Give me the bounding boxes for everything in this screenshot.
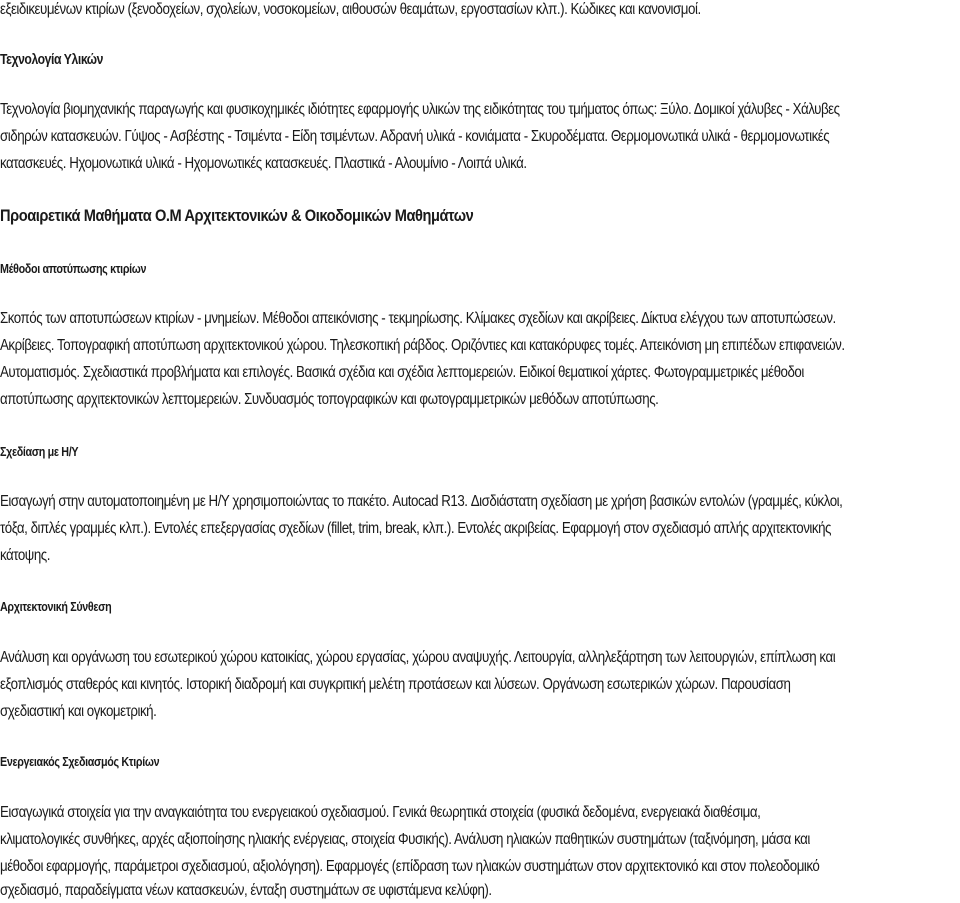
heading-electives: Προαιρετικά Μαθήματα Ο.Μ Αρχιτεκτονικών & Οικοδομικών Μαθημάτων bbox=[0, 206, 474, 225]
survey-methods-line-4: αποτύπωσης αρχιτεκτονικών λεπτομερειών. Συνδυασμός τοπογραφικών και φωτογραμμετρικών μεθόδων αποτύπωσης. bbox=[0, 391, 659, 408]
survey-methods-line-3: Αυτοματισμός. Σχεδιαστικά προβλήματα και επιλογές. Βασικά σχέδια και σχέδια λεπτομερειών. Ειδικοί θεματικοί χάρτες. Φωτογραμμετρικές μέθοδοι bbox=[0, 364, 804, 381]
arch-composition-line-2: εξοπλισμός σταθερός και κινητός. Ιστορική διαδρομή και συγκριτική μελέτη προτάσεων και λύσεων. Οργάνωση εσωτερικών χώρων. Παρουσίαση bbox=[0, 676, 791, 693]
heading-tech-materials: Τεχνολογία Υλικών bbox=[0, 52, 104, 68]
heading-arch-composition: Αρχιτεκτονική Σύνθεση bbox=[0, 600, 112, 614]
energy-design-line-3: μέθοδοι εφαρμογής, παράμετροι σχεδιασμού, αξιολόγηση). Εφαρμογές (επίδραση των ηλιακών συστημάτων στον αρχιτεκτονικό και στον πολεοδομικό bbox=[0, 858, 820, 875]
tech-materials-line-1: Τεχνολογία βιομηχανικής παραγωγής και φυσικοχημικές ιδιότητες εφαρμογής υλικών της ειδικότητας του τμήματος όπως: Ξύλο. Δομικοί χάλυβες - Χάλυβες bbox=[0, 101, 840, 118]
heading-cad: Σχεδίαση με Η/Υ bbox=[0, 445, 79, 459]
cad-line-2: τόξα, διπλές γραμμές κλπ.). Εντολές επεξεργασίας σχεδίων (fillet, trim, break, κλπ.). Εντολές ακριβείας. Εφαρμογή στον σχεδιασμό απλής αρχιτεκτονικής bbox=[0, 520, 831, 537]
arch-composition-line-1: Ανάλυση και οργάνωση του εσωτερικού χώρου κατοικίας, χώρου εργασίας, χώρου αναψυχής. Λειτουργία, αλληλεξάρτηση των λειτουργιών, επίπλωση και bbox=[0, 649, 836, 666]
tech-materials-line-2: σιδηρών κατασκευών. Γύψος - Ασβέστης - Τσιμέντα - Είδη τσιμέντων. Αδρανή υλικά - κονιάματα - Σκυροδέματα. Θερμομονωτικά υλικά - θερμομονωτικές bbox=[0, 128, 830, 145]
intro-line: εξειδικευμένων κτιρίων (ξενοδοχείων, σχολείων, νοσοκομείων, αιθουσών θεαμάτων, εργοστασίων κλπ.). Κώδικες και κανονισμοί. bbox=[0, 1, 701, 18]
cad-line-3: κάτοψης. bbox=[0, 547, 50, 564]
cad-line-1: Εισαγωγή στην αυτοματοποιημένη με Η/Υ χρησιμοποιώντας το πακέτο. Autocad R13. Δισδιάστατη σχεδίαση με χρήση βασικών εντολών (γραμμές, κύκλοι, bbox=[0, 493, 843, 510]
arch-composition-line-3: σχεδιαστική και ογκομετρική. bbox=[0, 703, 157, 720]
energy-design-line-1: Εισαγωγικά στοιχεία για την αναγκαιότητα του ενεργειακού σχεδιασμού. Γενικά θεωρητικά στοιχεία (φυσικά δεδομένα, ενεργειακά διαθέσιμα, bbox=[0, 804, 761, 821]
energy-design-line-4: σχεδιασμό, παραδείγματα νέων κατασκευών, ένταξη συστημάτων σε υφιστάμενα κελύφη). bbox=[0, 882, 492, 899]
survey-methods-line-1: Σκοπός των αποτυπώσεων κτιρίων - μνημείων. Μέθοδοι απεικόνισης - τεκμηρίωσης. Κλίμακες σχεδίων και ακρίβειες. Δίκτυα ελέγχου των αποτυπώσεων. bbox=[0, 310, 836, 327]
survey-methods-line-2: Ακρίβειες. Τοπογραφική αποτύπωση αρχιτεκτονικού χώρου. Τηλεσκοπική ράβδος. Οριζόντιες και κατακόρυφες τομές. Απεικόνιση μη επιπέδων επιφανειών. bbox=[0, 337, 845, 354]
heading-survey-methods: Μέθοδοι αποτύπωσης κτιρίων bbox=[0, 262, 147, 276]
tech-materials-line-3: κατασκευές. Ηχομονωτικά υλικά - Ηχομονωτικές κατασκευές. Πλαστικά - Αλουμίνιο - Λοιπά υλικά. bbox=[0, 155, 527, 172]
heading-energy-design: Ενεργειακός Σχεδιασμός Κτιρίων bbox=[0, 755, 160, 769]
energy-design-line-2: κλιματολογικές συνθήκες, αρχές αξιοποίησης ηλιακής ενέργειας, στοιχεία Φυσικής). Ανάλυση ηλιακών παθητικών συστημάτων (ταξινόμηση, μάσα και bbox=[0, 831, 810, 848]
